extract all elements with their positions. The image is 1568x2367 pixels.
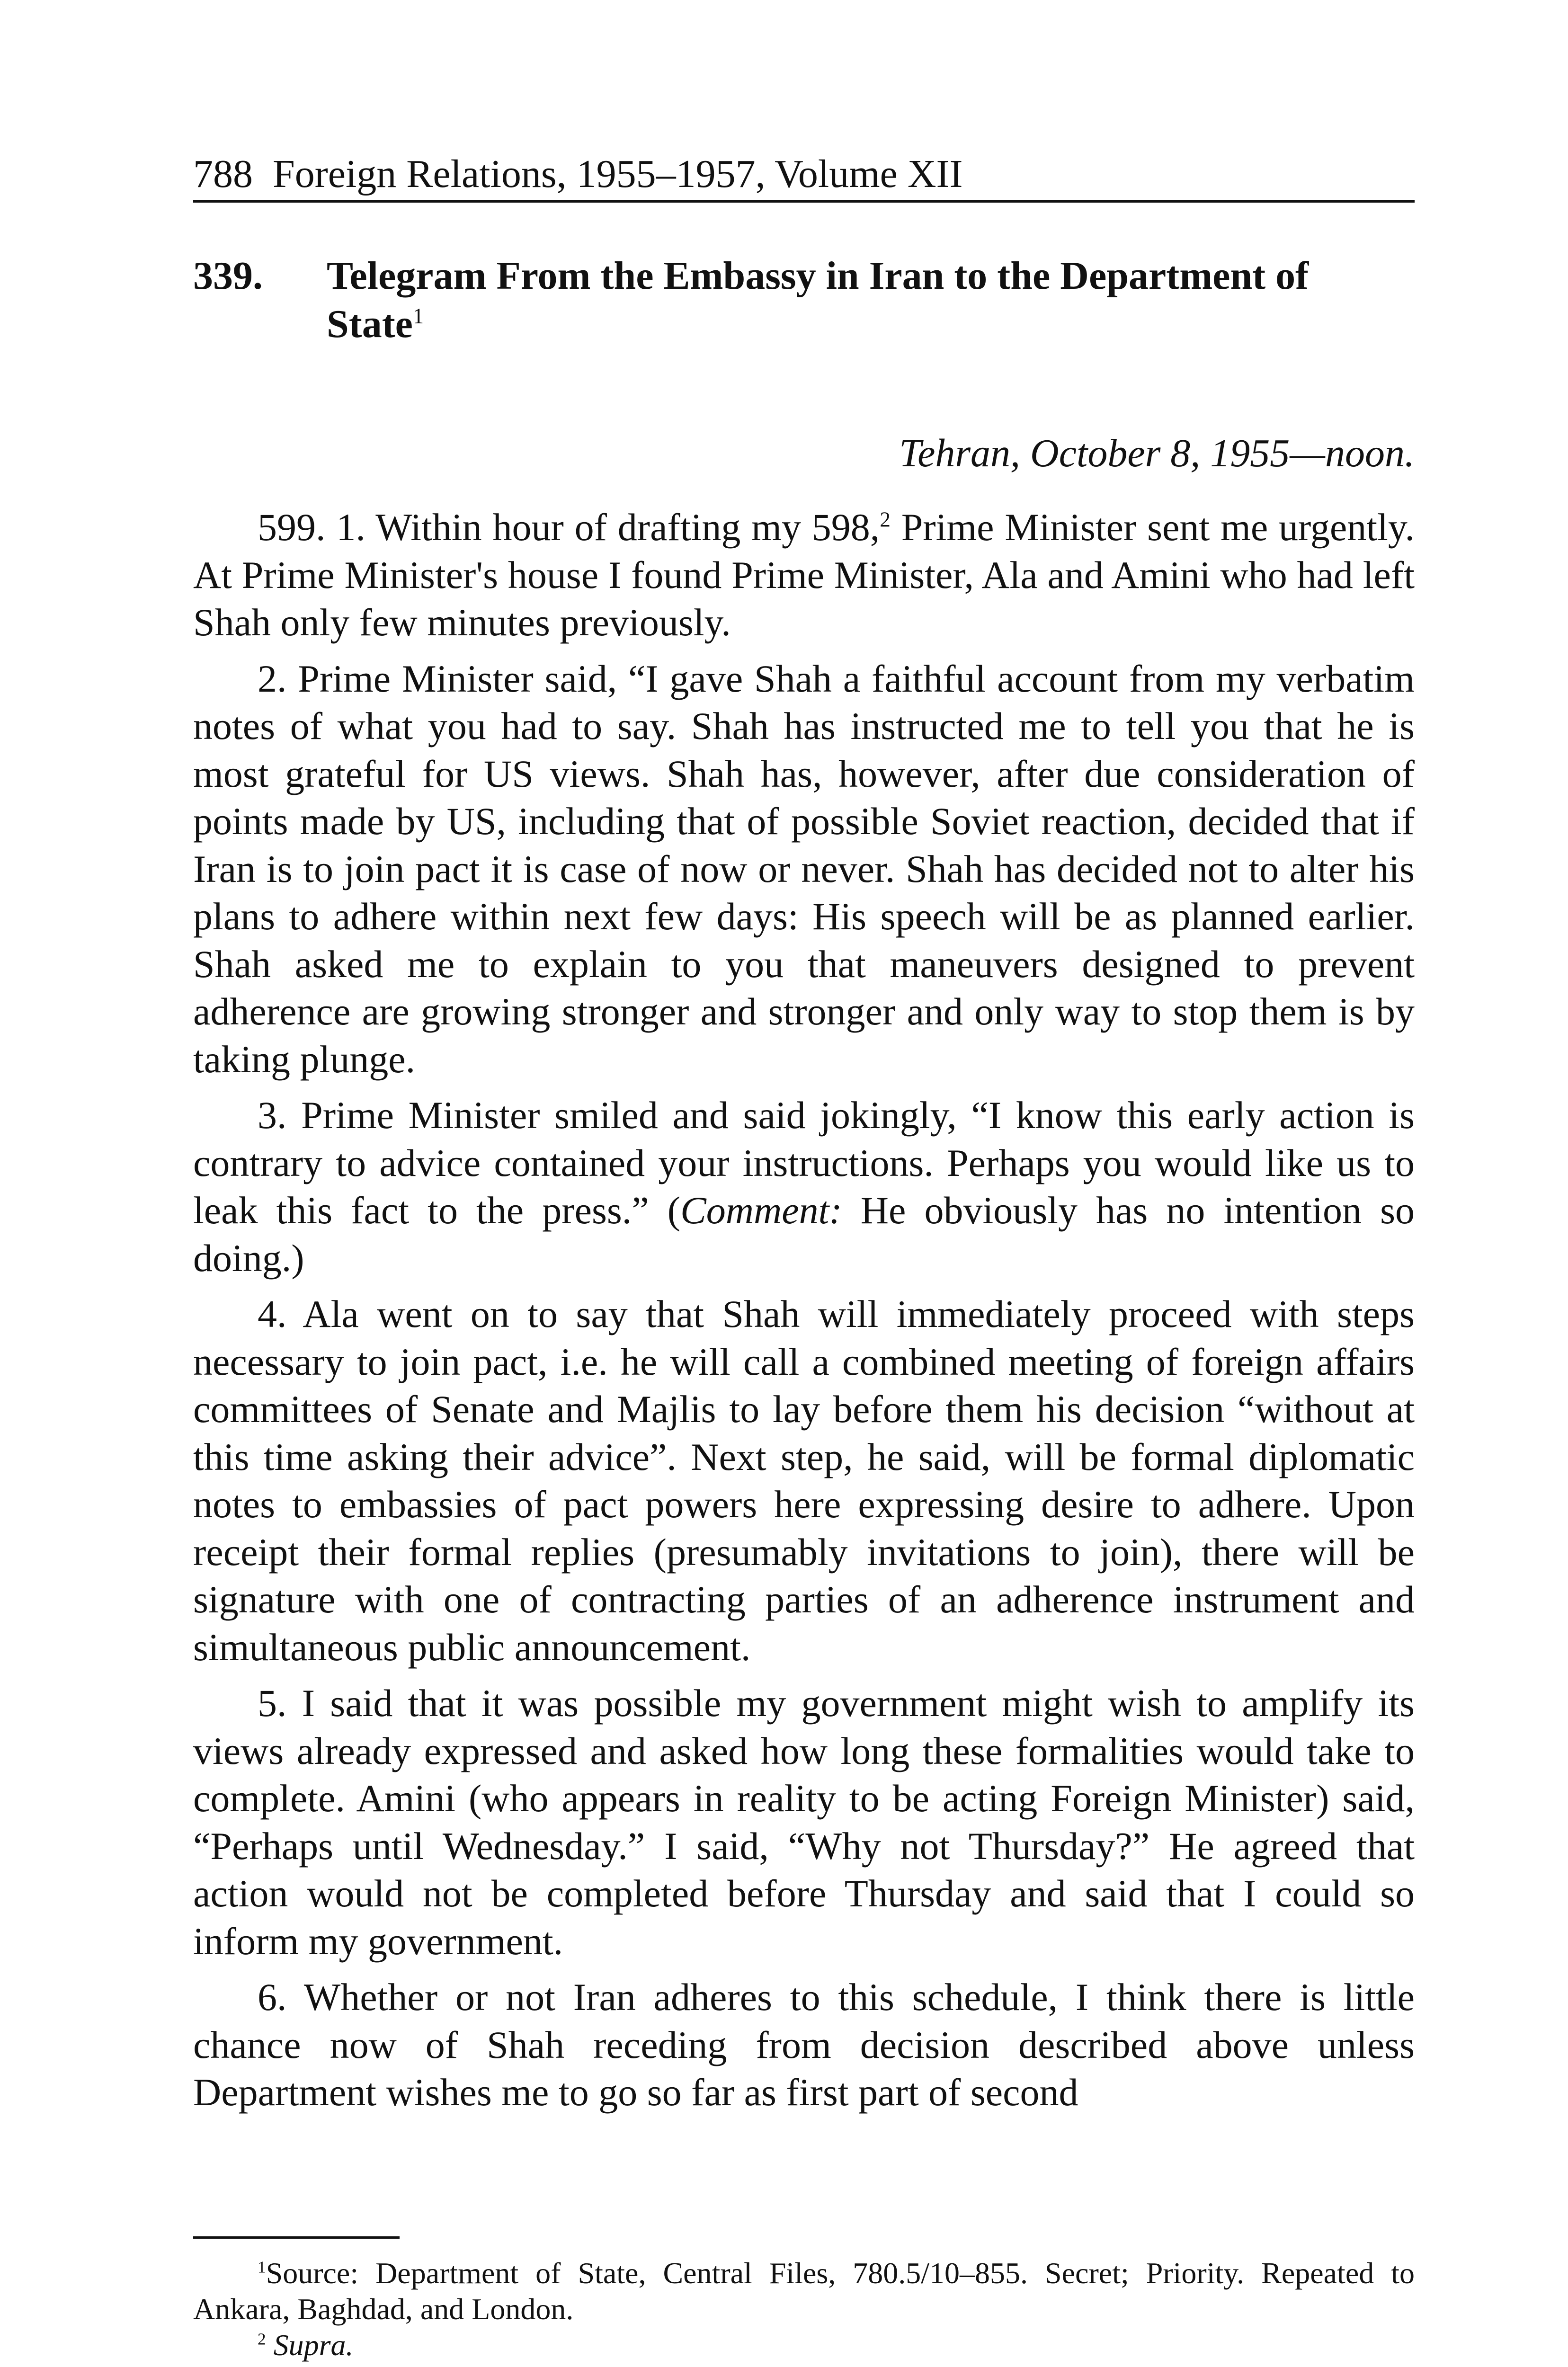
paragraph-1-text-b: Prime Minister sent me urgently. At Prime Minister's house I found Prime Minister, Ala and Amini who had left Shah only few minutes previously. <box>193 506 1415 644</box>
page-number: 788 <box>193 152 253 196</box>
footnote-1 <box>193 2255 1415 2327</box>
paragraph-6: 6. Whether or not Iran adheres to this schedule, I think there is little chance now of Shah receding from decision described above unless Department wishes me to go so far as first part of second <box>193 1975 1415 2114</box>
title-footnote-ref: 1 <box>412 304 424 328</box>
footnote-1-mark: 1 <box>258 2258 266 2277</box>
document-title-text: Telegram From the Embassy in Iran to the Department of State <box>327 254 1309 346</box>
footnote-1-text: Source: Department of State, Central Files, 780.5/10–855. Secret; Priority. Repeated to Ankara, Baghdad, and London. <box>193 2256 1415 2326</box>
paragraph-1-text-a: 599. 1. Within hour of drafting my 598, <box>258 506 880 549</box>
paragraph-3-text-a: 3. Prime Minister smiled and said jokingly, “I know this early action is contrary to advice contained your instructions. Perhaps you would like us to leak this fact to the press.” ( <box>193 1094 1415 1232</box>
paragraph-3-text-b: He obviously has no intention so doing.) <box>193 1189 1415 1280</box>
document-number: 339. <box>193 254 263 298</box>
document-title <box>327 252 1416 348</box>
comment-label: Comment: <box>680 1189 842 1232</box>
footnote-ref-2: 2 <box>880 507 891 532</box>
footnotes <box>193 2255 1415 2363</box>
footnote-rule <box>193 2236 400 2239</box>
paragraph-4: 4. Ala went on to say that Shah will immediately proceed with steps necessary to join pact, i.e. he will call a combined meeting of foreign affairs committees of Senate and Majlis to lay before them his decision “without at this time asking their advice”. Next step, he said, will be formal diplomatic notes to embassies of pact powers here expressing desire to adhere. Upon receipt their formal replies (presumably invitations to join), there will be signature with one of contracting parties of an adherence instrument and simultaneous public announcement. <box>193 1292 1415 1669</box>
dateline: Tehran, October 8, 1955—noon. <box>899 431 1415 475</box>
paragraph-1 <box>193 504 1415 647</box>
telegram-body <box>193 504 1415 2117</box>
running-title: Foreign Relations, 1955–1957, Volume XII <box>273 152 963 196</box>
paragraph-2: 2. Prime Minister said, “I gave Shah a faithful account from my verbatim notes of what you had to say. Shah has instructed me to tell you that he is most grateful for US views. Shah has, however, after due consideration of points made by US, including that of possible Soviet reaction, decided that if Iran is to join pact it is case of now or never. Shah has decided not to alter his plans to adhere within next few days: His speech will be as planned earlier. Shah asked me to explain to you that maneuvers designed to prevent adherence are growing stronger and stronger and only way to stop them is by taking plunge. <box>193 657 1415 1081</box>
paragraph-5: 5. I said that it was possible my government might wish to amplify its views already expressed and asked how long these formalities would take to complete. Amini (who appears in reality to be acting Foreign Minister) said, “Perhaps until Wednesday.” I said, “Why not Thursday?” He agreed that action would not be completed before Thursday and said that I could so inform my government. <box>193 1682 1415 1963</box>
footnote-2-text: Supra. <box>273 2328 354 2362</box>
paragraph-3 <box>193 1092 1415 1282</box>
footnote-2 <box>193 2327 1415 2363</box>
footnote-2-mark: 2 <box>258 2330 266 2349</box>
running-header <box>193 151 1415 198</box>
header-rule <box>193 200 1415 203</box>
